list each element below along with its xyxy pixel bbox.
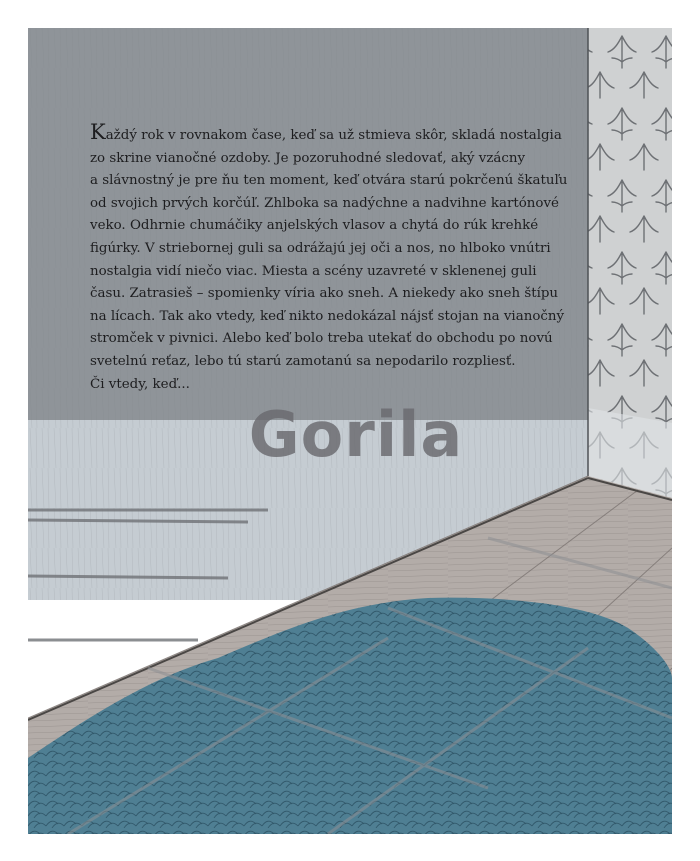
story-line: času. Zatrasieš – spomienky víria ako sneh. A niekedy ako sneh štípu <box>90 286 559 302</box>
story-line: Či vtedy, keď... <box>90 376 190 392</box>
story-line: a slávnostný je pre ňu ten moment, keď otvára starú pokrčenú škatuľu <box>90 173 568 189</box>
story-line: svetelnú reťaz, lebo tú starú zamotanú sa nepodarilo rozpliesť. <box>90 353 516 369</box>
story-line: od svojich prvých korčúľ. Zhlboka sa nadýchne a nadvihne kartónové <box>90 195 559 211</box>
story-line: stromček v pivnici. Alebo keď bolo treba utekať do obchodu po novú <box>90 331 553 347</box>
story-line: nostalgia vidí niečo viac. Miesta a scény uzavreté v sklenenej guli <box>90 263 537 279</box>
story-line: figúrky. V striebornej guli sa odrážajú jej oči a nos, no hlboko vnútri <box>90 240 551 256</box>
story-text <box>90 120 568 396</box>
story-line: zo skrine vianočné ozdoby. Je pozoruhodné sledovať, aký vzácny <box>90 150 526 166</box>
story-line: na lícach. Tak ako vtedy, keď nikto nedokázal nájsť stojan na vianočný <box>90 308 565 324</box>
story-line: veko. Odhrnie chumáčiky anjelských vlasov a chytá do rúk krehké <box>90 218 539 234</box>
drop-cap: K <box>90 120 106 144</box>
illustration-page <box>28 28 672 834</box>
publisher-watermark: Gorila <box>248 398 464 471</box>
story-first-line <box>90 122 560 148</box>
story-first-line-rest: aždý rok v rovnakom čase, keď sa už stmieva skôr, skladá nostalgia <box>105 128 562 143</box>
